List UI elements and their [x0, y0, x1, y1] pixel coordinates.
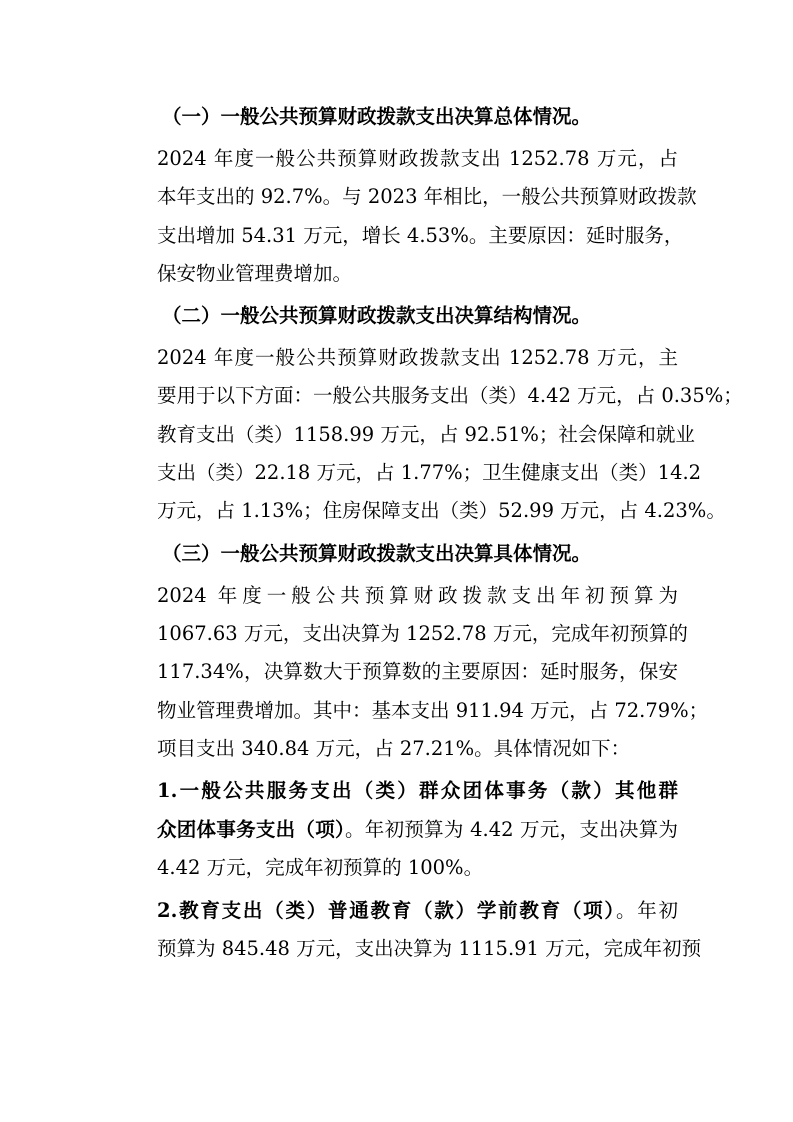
text-line: 教育支出（类）1158.99 万元，占 92.51%；社会保障和就业 — [157, 422, 695, 446]
text-line: 支出（类）22.18 万元，占 1.77%；卫生健康支出（类）14.2 — [157, 461, 702, 485]
text-line: 4.42 万元，完成年初预算的 100%。 — [157, 856, 484, 880]
text-line: 本年支出的 92.7%。与 2023 年相比，一般公共预算财政拨款 — [157, 185, 697, 209]
text-line: 万元，占 1.13%；住房保障支出（类）52.99 万元，占 4.23%。 — [157, 499, 726, 523]
paragraph-item-2 — [118, 892, 702, 969]
text-line: 2024 年度一般公共预算财政拨款支出 1252.78 万元，主 — [157, 346, 678, 370]
item-1-title-continued: 众团体事务支出（项） — [157, 817, 346, 841]
text-line: 2024 年度一般公共预算财政拨款支出 1252.78 万元，占 — [157, 147, 678, 170]
text-line: 预算为 845.48 万元，支出决算为 1115.91 万元，完成年初预 — [157, 937, 702, 961]
item-2-title: 2.教育支出（类）普通教育（款）学前教育（项） — [157, 898, 616, 922]
text-line — [118, 892, 678, 931]
text-line: 项目支出 340.84 万元，占 27.21%。具体情况如下： — [157, 736, 631, 760]
paragraph-item-1 — [118, 772, 678, 888]
section-heading-detail: （三）一般公共预算财政拨款支出决算具体情况。 — [162, 541, 592, 565]
text-line: 117.34%，决算数大于预算数的主要原因：延时服务，保安 — [157, 660, 678, 684]
paragraph-detail — [118, 577, 709, 768]
paragraph-overall — [118, 140, 697, 293]
paragraph-structure — [118, 339, 743, 530]
text-line: 1067.63 万元，支出决算为 1252.78 万元，完成年初预算的 — [157, 621, 688, 645]
item-2-budget-text: 。年初 — [615, 898, 678, 922]
text-line — [118, 811, 678, 850]
section-heading-structure: （二）一般公共预算财政拨款支出决算结构情况。 — [162, 304, 592, 328]
item-1-budget-text: 。年初预算为 4.42 万元，支出决算为 — [345, 817, 678, 841]
text-line: 保安物业管理费增加。 — [157, 261, 353, 285]
document-body — [118, 98, 743, 973]
text-line: 物业管理费增加。其中：基本支出 911.94 万元，占 72.79%； — [157, 698, 709, 722]
section-heading-overall: （一）一般公共预算财政拨款支出决算总体情况。 — [162, 105, 592, 128]
item-1-title-line: 1.一般公共服务支出（类）群众团体事务（款）其他群 — [157, 779, 678, 803]
text-line: 支出增加 54.31 万元，增长 4.53%。主要原因：延时服务， — [157, 223, 684, 247]
text-line: 2024 年度一般公共预算财政拨款支出年初预算为 — [157, 583, 678, 607]
text-line: 要用于以下方面：一般公共服务支出（类）4.42 万元，占 0.35%； — [157, 384, 743, 408]
